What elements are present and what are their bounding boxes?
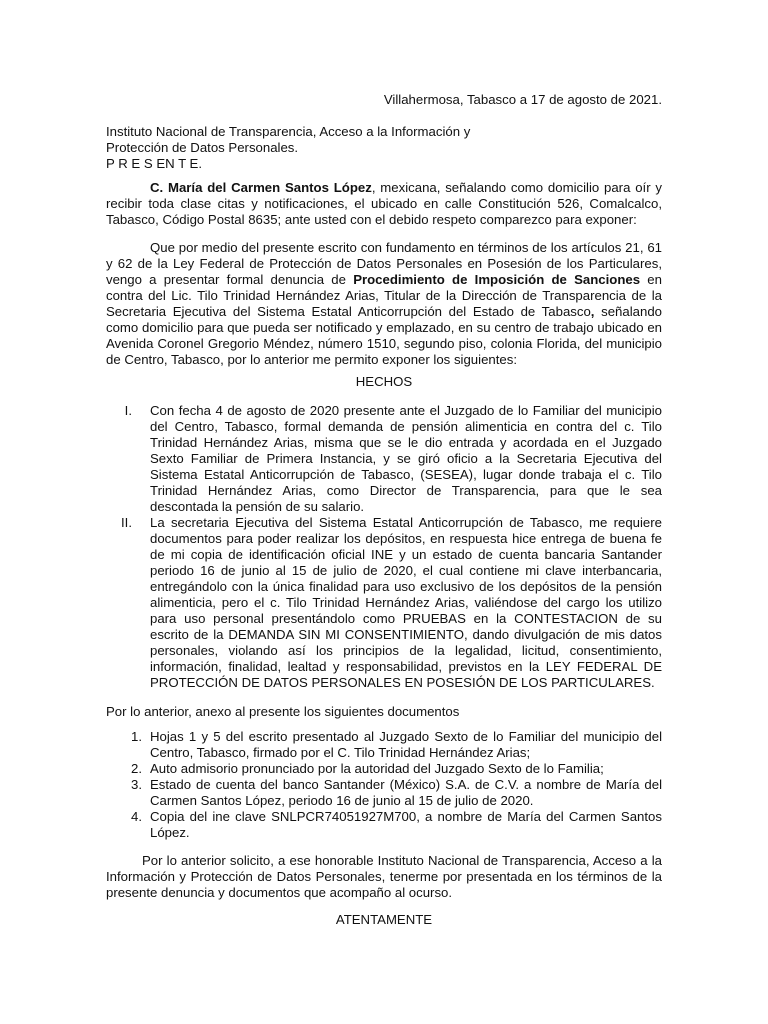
- hechos-item: [106, 403, 662, 515]
- document-item: [106, 777, 662, 809]
- hechos-heading: HECHOS: [355, 374, 413, 389]
- document-item: [106, 761, 662, 777]
- complaint-paragraph: [106, 240, 662, 368]
- document-item-text: Auto admisorio pronunciado por la autoridad del Juzgado Sexto de lo Familia;: [150, 761, 604, 776]
- date-line: Villahermosa, Tabasco a 17 de agosto de 2021.: [383, 92, 662, 107]
- hechos-item-number: II.: [121, 515, 132, 530]
- intro-paragraph: [106, 180, 662, 228]
- documents-list: [106, 729, 662, 841]
- complaint-comma: ,: [590, 304, 595, 319]
- document-item-number: 2.: [131, 761, 142, 776]
- complaint-text-2: en contra del Lic. Tilo Trinidad Hernández Arias, Titular de la Dirección de Transparencia de la Secretaria Ejecutiva del Sistema Estatal Anticorrupción del Estado de Tabasco: [106, 272, 662, 319]
- hechos-item-text: Con fecha 4 de agosto de 2020 presente ante el Juzgado de lo Familiar del municipio del Centro, Tabasco, formal demanda de pensión alimenticia en contra del c. Tilo Trinidad Hernández Arias, misma que se le dio entrada y acordada en el Juzgado Sexto Familiar de Primera Instancia, y se giró oficio a la Secretaria Ejecutiva del Sistema Estatal Anticorrupción de Tabasco, (SESEA), lugar donde trabaja el c. Tilo Trinidad Hernández Arias, como Director de Transparencia, para que le sea descontada la pensión de su salario.: [150, 403, 662, 514]
- document-item-text: Estado de cuenta del banco Santander (México) S.A. de C.V. a nombre de María del Carmen Santos López, periodo 16 de junio al 15 de julio de 2020.: [150, 777, 662, 808]
- document-item-number: 1.: [131, 729, 142, 744]
- anexo-intro: Por lo anterior, anexo al presente los siguientes documentos: [106, 704, 460, 719]
- complainant-name: C. María del Carmen Santos López: [150, 180, 372, 195]
- document-item-number: 3.: [131, 777, 142, 792]
- hechos-list: [106, 403, 662, 691]
- addressee-line-2: Protección de Datos Personales.: [106, 140, 299, 155]
- addressee-line-1: Instituto Nacional de Transparencia, Acceso a la Información y: [106, 124, 471, 139]
- closing-paragraph: Por lo anterior solicito, a ese honorable Instituto Nacional de Transparencia, Acceso a la Información y Protección de Datos Personales, tenerme por presentada en los términos de la presente denuncia y documentos que acompaño al ocurso.: [106, 853, 662, 900]
- addressee-line-3: P R E S EN T E.: [106, 156, 203, 171]
- signoff: ATENTAMENTE: [335, 912, 433, 927]
- document-item-number: 4.: [131, 809, 142, 824]
- document-item-text: Hojas 1 y 5 del escrito presentado al Juzgado Sexto de lo Familiar del municipio del Centro, Tabasco, firmado por el C. Tilo Trinidad Hernández Arias;: [150, 729, 662, 760]
- hechos-item-text: La secretaria Ejecutiva del Sistema Estatal Anticorrupción de Tabasco, me requiere documentos para poder realizar los depósitos, en respuesta hice entrega de buena fe de mi copia de identificación oficial INE y un estado de cuenta bancaria Santander periodo 16 de junio al 15 de julio de 2020, el cual contiene mi clave interbancaria, entregándolo con la única finalidad para uso exclusivo de los depósitos de la pensión alimenticia, pero el c. Tilo Trinidad Hernández Arias, valiéndose del cargo los utilizo para uso personal presentándolo como PRUEBAS en la CONTESTACION de su escrito de la DEMANDA SIN MI CONSENTIMIENTO, dando divulgación de mis datos personales, violando así los principios de la legalidad, licitud, consentimiento, información, finalidad, lealtad y responsabilidad, previstos en la LEY FEDERAL DE PROTECCIÓN DE DATOS PERSONALES EN POSESIÓN DE LOS PARTICULARES.: [150, 515, 662, 690]
- hechos-item-number: I.: [124, 403, 132, 418]
- complaint-text-3: señalando como domicilio para que pueda ser notificado y emplazado, en su centro de trabajo ubicado en Avenida Coronel Gregorio Méndez, número 1510, segundo piso, colonia Florida, del municipio de Centro, Tabasco, por lo anterior me permito exponer los siguientes:: [106, 304, 662, 367]
- hechos-item: [106, 515, 662, 691]
- complaint-procedure-title: Procedimiento de Imposición de Sanciones: [353, 272, 641, 287]
- intro-text: , mexicana, señalando como domicilio para oír y recibir toda clase citas y notificaciones, el ubicado en calle Constitución 526, Comalcalco, Tabasco, Código Postal 8635; ante usted con el debido respeto comparezco para exponer:: [106, 180, 662, 227]
- complaint-text-1: Que por medio del presente escrito con fundamento en términos de los artículos 21, 61 y 62 de la Ley Federal de Protección de Datos Personales en Posesión de los Particulares, vengo a presentar formal denuncia de: [106, 240, 662, 287]
- document-item: [106, 809, 662, 841]
- addressee-block: [106, 124, 662, 172]
- document-item: [106, 729, 662, 761]
- document-item-text: Copia del ine clave SNLPCR74051927M700, a nombre de María del Carmen Santos López.: [150, 809, 662, 840]
